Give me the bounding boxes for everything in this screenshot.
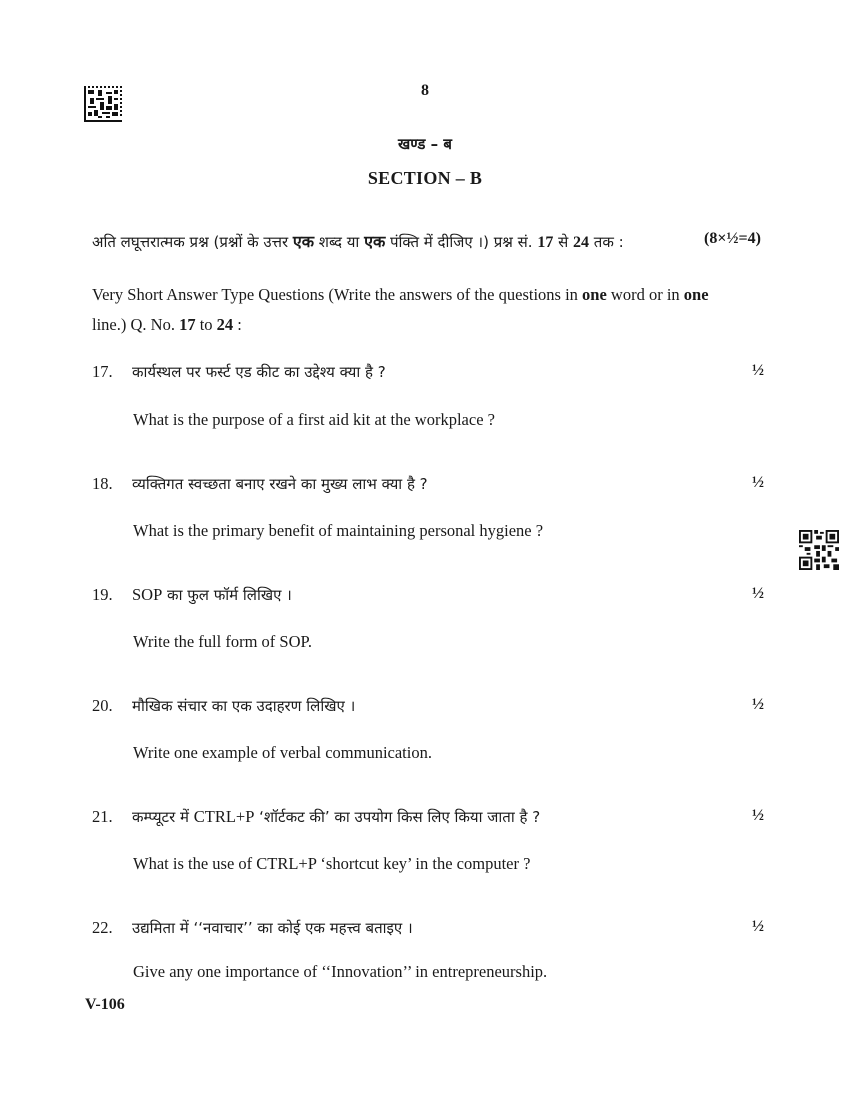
section-marks: (8×½=4) bbox=[704, 230, 761, 247]
paper-code: V-106 bbox=[85, 996, 125, 1013]
question-text-hindi: उद्यमिता में ‘‘नवाचार’’ का कोई एक महत्त्व बताइए । bbox=[132, 919, 413, 937]
instructions-hindi: अति लघूत्तरात्मक प्रश्न (प्रश्नों के उत्तर एक शब्द या एक पंक्ति में दीजिए ।) प्रश्न सं. 17 से 24 तक : (8×½=4) bbox=[92, 230, 761, 251]
section-heading-hindi: खण्ड – ब bbox=[398, 135, 452, 153]
question-marks: ½ bbox=[752, 362, 764, 379]
instructions-english: Very Short Answer Type Questions (Write the answers of the questions in one word or in one line.) Q. No. 17 to 24 : bbox=[92, 285, 709, 334]
question-marks: ½ bbox=[752, 807, 764, 824]
section-heading: SECTION – B bbox=[367, 168, 483, 188]
question-text-english: Write one example of verbal communication. bbox=[133, 743, 432, 762]
question-marks: ½ bbox=[752, 696, 764, 713]
question-text-hindi: कार्यस्थल पर फर्स्ट एड कीट का उद्देश्य क्या है ? bbox=[132, 363, 386, 381]
question-number: 22. bbox=[92, 918, 113, 937]
question-number: 17. bbox=[92, 362, 113, 381]
question-number: 21. bbox=[92, 807, 113, 826]
question-marks: ½ bbox=[752, 585, 764, 602]
question-marks: ½ bbox=[752, 474, 764, 491]
question-text-english: What is the purpose of a first aid kit at the workplace ? bbox=[133, 410, 495, 429]
question-text-english: What is the use of CTRL+P ‘shortcut key’ in the computer ? bbox=[133, 854, 531, 873]
question-text-english: Write the full form of SOP. bbox=[133, 632, 312, 651]
question-number: 19. bbox=[92, 585, 113, 604]
question-text-hindi: व्यक्तिगत स्वच्छता बनाए रखने का मुख्य लाभ क्या है ? bbox=[132, 475, 428, 493]
question-number: 20. bbox=[92, 696, 113, 715]
question-text-hindi: मौखिक संचार का एक उदाहरण लिखिए । bbox=[132, 697, 356, 715]
question-text-english: Give any one importance of ‘‘Innovation’’ in entrepreneurship. bbox=[133, 962, 548, 981]
question-marks: ½ bbox=[752, 918, 764, 935]
question-text-english: What is the primary benefit of maintaining personal hygiene ? bbox=[133, 521, 544, 540]
question-text-hindi: कम्प्यूटर में CTRL+P ‘शॉर्टकट की’ का उपयोग किस लिए किया जाता है ? bbox=[132, 807, 541, 826]
question-text-hindi: SOP का फुल फॉर्म लिखिए । bbox=[132, 585, 292, 604]
page-number: 8 bbox=[421, 82, 429, 99]
qr-code bbox=[799, 530, 839, 570]
question-number: 18. bbox=[92, 474, 113, 493]
